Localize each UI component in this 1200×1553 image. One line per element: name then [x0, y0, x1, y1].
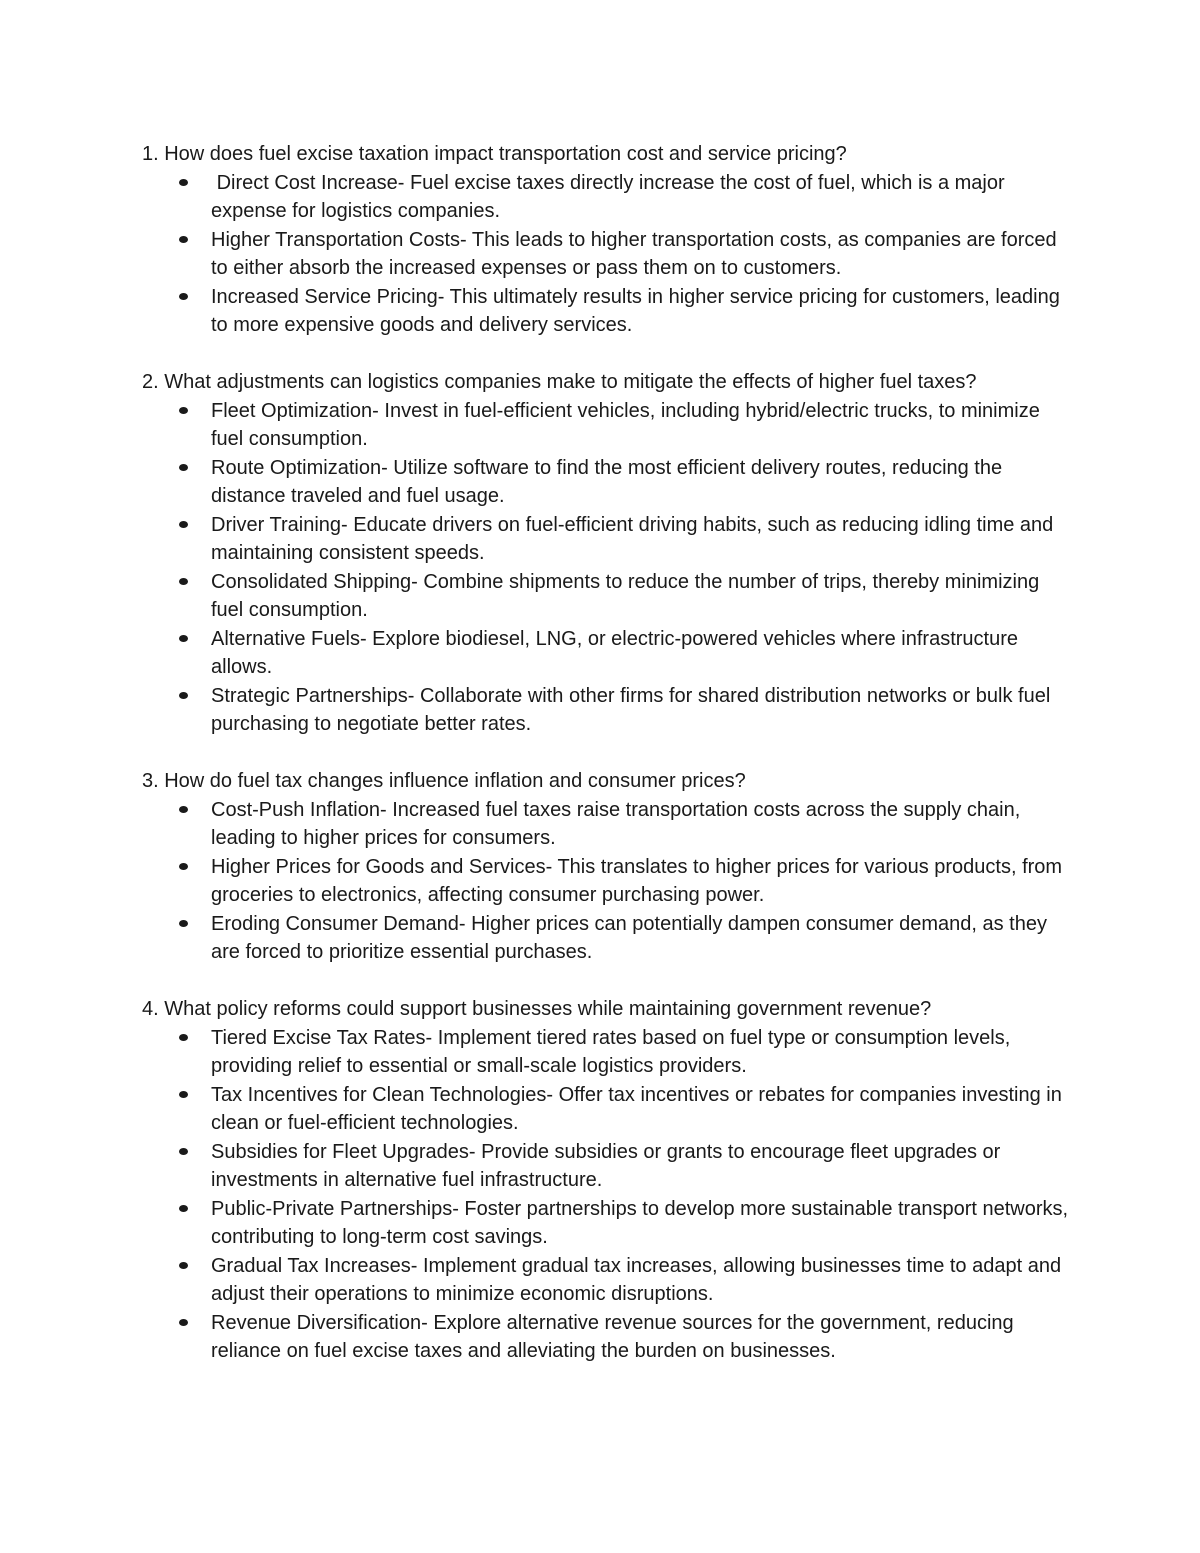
list-item-text: Gradual Tax Increases- Implement gradual tax increases, allowing businesses time to adapt and adjust their operations to minimize economic disruptions.	[211, 1254, 1062, 1305]
question-title: 1. How does fuel excise taxation impact transportation cost and service pricing?	[142, 143, 847, 165]
list-item-text: Direct Cost Increase- Fuel excise taxes directly increase the cost of fuel, which is a major expense for logistics companies.	[211, 171, 1011, 222]
list-item	[142, 1024, 1072, 1081]
list-item-text: Higher Transportation Costs- This leads to higher transportation costs, as companies are forced to either absorb the increased expenses or pass them on to customers.	[211, 228, 1057, 279]
list-item-text: Public-Private Partnerships- Foster partnerships to develop more sustainable transport networks, contributing to long-term cost savings.	[211, 1197, 1069, 1248]
bullet-icon	[179, 1091, 188, 1098]
list-item	[142, 796, 1072, 853]
question-1	[142, 140, 1072, 340]
list-item-text: Eroding Consumer Demand- Higher prices can potentially dampen consumer demand, as they are forced to prioritize essential purchases.	[211, 912, 1047, 963]
list-item	[142, 283, 1072, 340]
question-2	[142, 368, 1072, 739]
list-item-text: Consolidated Shipping- Combine shipments to reduce the number of trips, thereby minimizing fuel consumption.	[211, 570, 1040, 621]
list-item-text: Tiered Excise Tax Rates- Implement tiered rates based on fuel type or consumption levels, providing relief to essential or small-scale logistics providers.	[211, 1026, 1011, 1077]
bullet-icon	[179, 293, 188, 300]
bullet-icon	[179, 692, 188, 699]
answer-list	[142, 1024, 1072, 1366]
list-item-text: Tax Incentives for Clean Technologies- Offer tax incentives or rebates for companies investing in clean or fuel-efficient technologies.	[211, 1083, 1062, 1134]
list-item	[142, 454, 1072, 511]
list-item	[142, 1081, 1072, 1138]
list-item	[142, 568, 1072, 625]
question-title: 2. What adjustments can logistics companies make to mitigate the effects of higher fuel taxes?	[142, 371, 977, 393]
list-item-text: Strategic Partnerships- Collaborate with other firms for shared distribution networks or bulk fuel purchasing to negotiate better rates.	[211, 684, 1051, 735]
list-item	[142, 1309, 1072, 1366]
bullet-icon	[179, 806, 188, 813]
list-item	[142, 910, 1072, 967]
bullet-icon	[179, 1034, 188, 1041]
answer-list	[142, 796, 1072, 967]
bullet-icon	[179, 521, 188, 528]
list-item-text: Higher Prices for Goods and Services- This translates to higher prices for various products, from groceries to electronics, affecting consumer purchasing power.	[211, 855, 1063, 906]
list-item	[142, 511, 1072, 568]
list-item	[142, 169, 1072, 226]
bullet-icon	[179, 1319, 188, 1326]
bullet-icon	[179, 1205, 188, 1212]
bullet-icon	[179, 236, 188, 243]
list-item	[142, 1252, 1072, 1309]
list-item-text: Fleet Optimization- Invest in fuel-efficient vehicles, including hybrid/electric trucks, to minimize fuel consumption.	[211, 399, 1040, 450]
question-3	[142, 767, 1072, 967]
list-item-text: Cost-Push Inflation- Increased fuel taxes raise transportation costs across the supply chain, leading to higher prices for consumers.	[211, 798, 1021, 849]
list-item	[142, 1138, 1072, 1195]
answer-list	[142, 397, 1072, 739]
list-item-text: Route Optimization- Utilize software to find the most efficient delivery routes, reducing the distance traveled and fuel usage.	[211, 456, 1003, 507]
list-item	[142, 625, 1072, 682]
list-item	[142, 1195, 1072, 1252]
bullet-icon	[179, 635, 188, 642]
bullet-icon	[179, 464, 188, 471]
answer-list	[142, 169, 1072, 340]
list-item-text: Alternative Fuels- Explore biodiesel, LNG, or electric-powered vehicles where infrastructure allows.	[211, 627, 1019, 678]
list-item	[142, 682, 1072, 739]
list-item	[142, 226, 1072, 283]
list-item	[142, 853, 1072, 910]
question-title: 3. How do fuel tax changes influence inflation and consumer prices?	[142, 770, 746, 792]
list-item-text: Driver Training- Educate drivers on fuel-efficient driving habits, such as reducing idling time and maintaining consistent speeds.	[211, 513, 1054, 564]
list-item-text: Increased Service Pricing- This ultimately results in higher service pricing for customers, leading to more expensive goods and delivery services.	[211, 285, 1060, 336]
question-title: 4. What policy reforms could support businesses while maintaining government revenue?	[142, 998, 932, 1020]
question-4	[142, 995, 1072, 1366]
bullet-icon	[179, 1148, 188, 1155]
bullet-icon	[179, 578, 188, 585]
list-item	[142, 397, 1072, 454]
document-page	[142, 140, 1072, 1394]
bullet-icon	[179, 920, 188, 927]
list-item-text: Subsidies for Fleet Upgrades- Provide subsidies or grants to encourage fleet upgrades or investments in alternative fuel infrastructure.	[211, 1140, 1001, 1191]
bullet-icon	[179, 863, 188, 870]
list-item-text: Revenue Diversification- Explore alternative revenue sources for the government, reducing reliance on fuel excise taxes and alleviating the burden on businesses.	[211, 1311, 1014, 1362]
bullet-icon	[179, 407, 188, 414]
bullet-icon	[179, 1262, 188, 1269]
bullet-icon	[179, 179, 188, 186]
